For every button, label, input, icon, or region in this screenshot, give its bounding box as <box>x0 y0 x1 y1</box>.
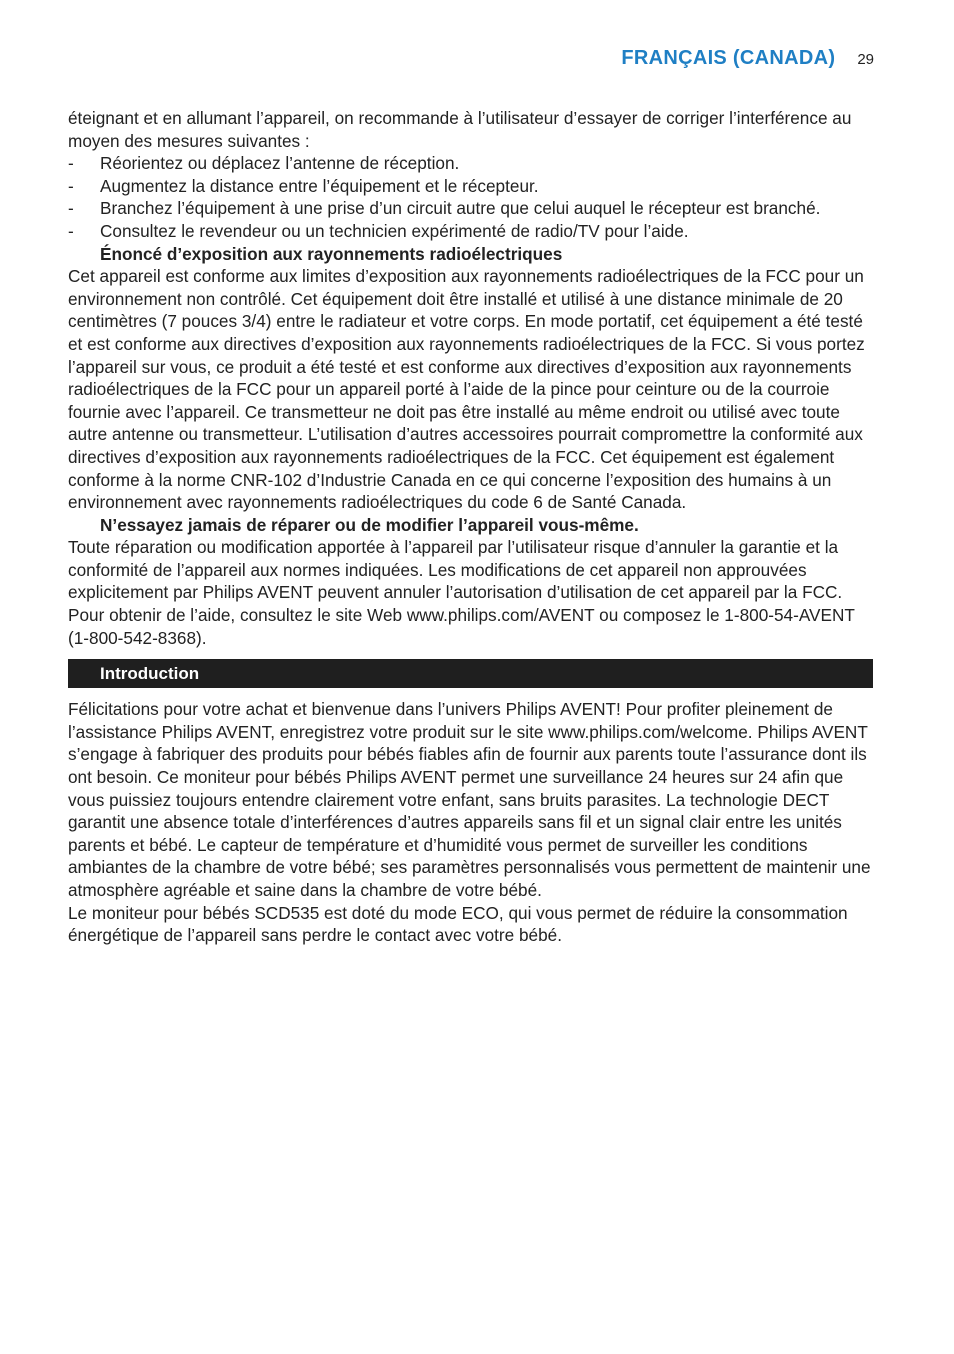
list-item: - Augmentez la distance entre l’équipement et le récepteur. <box>68 175 873 198</box>
page-number: 29 <box>857 51 874 68</box>
measures-list <box>68 152 873 242</box>
rf-exposure-heading: Énoncé d’exposition aux rayonnements radioélectriques <box>100 243 563 264</box>
introduction-section-bar <box>68 659 873 688</box>
introduction-title: Introduction <box>100 664 200 684</box>
document-body <box>68 107 873 947</box>
list-item: - Réorientez ou déplacez l’antenne de réception. <box>68 152 873 175</box>
eco-mode-paragraph: Le moniteur pour bébés SCD535 est doté du mode ECO, qui vous permet de réduire la consommation énergétique de l’appareil sans perdre le contact avec votre bébé. <box>68 902 848 946</box>
introduction-paragraph: Félicitations pour votre achat et bienvenue dans l’univers Philips AVENT! Pour profiter pleinement de l’assistance Philips AVENT, enregistrez votre produit sur le site www.philips.com/welcome. Philips AVENT s’engage à fabriquer des produits pour bébés fiables afin de fournir aux parents toute l’assurance dont ils ont besoin. Ce moniteur pour bébés Philips AVENT permet une surveillance 24 heures sur 24 afin que vous puissiez toujours entendre clairement votre enfant, sans bruits parasites. La technologie DECT garantit une absence totale d’interférences d’autres appareils sans fil et un signal clair entre les unités parents et bébé. Le capteur de température et d’humidité vous permet de surveiller les conditions ambiantes de la chambre de votre bébé; ses paramètres personnalisés vous permettent de maintenir une atmosphère agréable et saine dans la chambre de votre bébé. <box>68 699 871 900</box>
repair-warning-heading: N’essayez jamais de réparer ou de modifier l’appareil vous-même. <box>100 514 639 535</box>
page-header <box>621 47 874 70</box>
repair-warning-paragraph: Toute réparation ou modification apportée à l’appareil par l’utilisateur risque d’annuler la garantie et la conformité de l’appareil aux normes indiquées. Les modifications de cet appareil non approuvées explicitement par Philips AVENT peuvent annuler l’autorisation d’utilisation de cet appareil par la FCC. Pour obtenir de l’aide, consultez le site Web www.philips.com/AVENT ou composez le 1-800-54-AVENT (1-800-542-8368). <box>68 537 855 648</box>
list-item: - Branchez l’équipement à une prise d’un circuit autre que celui auquel le récepteur est branché. <box>68 197 873 220</box>
rf-exposure-paragraph: Cet appareil est conforme aux limites d’exposition aux rayonnements radioélectriques de la FCC pour un environnement non contrôlé. Cet équipement doit être installé et utilisé à une distance minimale de 20 centimètres (7 pouces 3/4) entre le radiateur et votre corps. En mode portatif, cet équipement a été testé et est conforme aux directives d’exposition aux rayonnements radioélectriques de la FCC. Si vous portez l’appareil sur vous, ce produit a été testé et est conforme aux directives d’exposition aux rayonnements radioélectriques de la FCC pour un appareil porté à l’aide de la pince pour ceinture ou de la courroie fournie avec l’appareil. Ce transmetteur ne doit pas être installé au même endroit ou utilisé avec toute autre antenne ou transmetteur. L’utilisation d’autres accessoires pourrait compromettre la conformité aux directives d’exposition aux rayonnements radioélectriques de la FCC. Cet équipement est également conforme à la norme CNR-102 d’Industrie Canada en ce qui concerne l’exposition des humains à un environnement avec rayonnements radioélectriques du code 6 de Santé Canada. <box>68 266 865 513</box>
list-item: - Consultez le revendeur ou un technicien expérimenté de radio/TV pour l’aide. <box>68 220 873 243</box>
intro-paragraph: éteignant et en allumant l’appareil, on recommande à l’utilisateur d’essayer de corriger l’interférence au moyen des mesures suivantes : <box>68 108 852 151</box>
section-title: FRANÇAIS (CANADA) <box>621 47 836 69</box>
